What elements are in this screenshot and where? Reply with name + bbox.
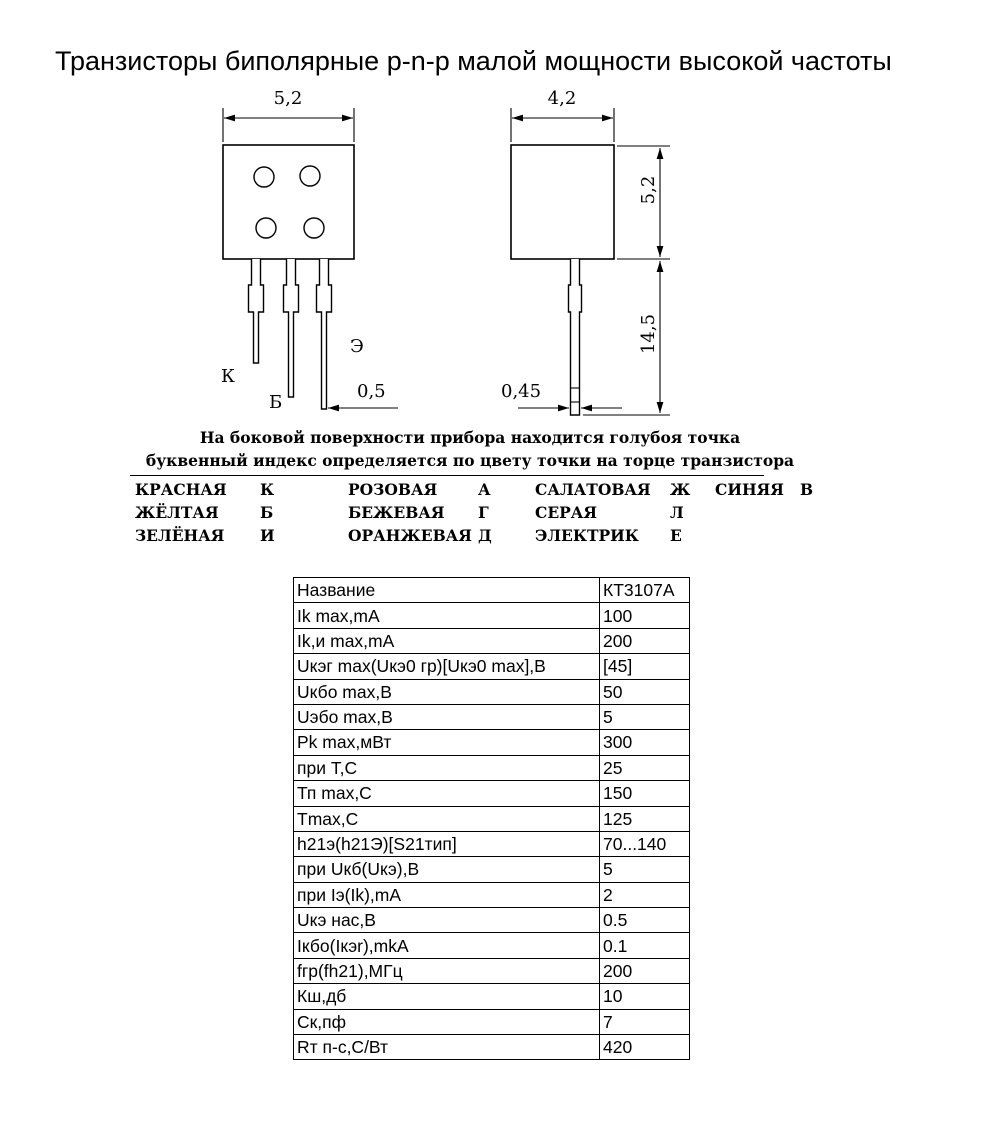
table-row <box>294 984 690 1009</box>
param-name: при Uкб(Uкэ),В <box>294 857 600 882</box>
param-name: Название <box>294 578 600 603</box>
param-name: Uкэ нас,В <box>294 908 600 933</box>
emitter-lead <box>317 259 332 409</box>
param-name: Uэбо max,В <box>294 704 600 729</box>
dim-side-lead-width-label: 0,45 <box>501 381 542 402</box>
table-row <box>294 908 690 933</box>
param-value: [45] <box>600 654 690 679</box>
color-letter: К <box>260 480 275 499</box>
dim-front-width-label: 5,2 <box>273 88 303 109</box>
color-letter: Ж <box>670 480 691 499</box>
side-view <box>511 108 670 415</box>
table-row <box>294 730 690 755</box>
table-row <box>294 831 690 856</box>
table-row <box>294 654 690 679</box>
pin-label-collector: К <box>221 366 235 387</box>
color-name: ОРАНЖЕВАЯ <box>348 526 472 545</box>
pin-label-base: Б <box>269 392 283 413</box>
table-row <box>294 1035 690 1060</box>
color-letter: Д <box>478 526 492 545</box>
side-lead <box>569 259 582 415</box>
note-line-2: буквенный индекс определяется по цвету точки на торце транзистора <box>145 451 795 470</box>
parameters-table <box>293 577 690 1060</box>
color-letter: Е <box>670 526 682 545</box>
color-name: ЖЁЛТАЯ <box>135 503 219 522</box>
table-row <box>294 704 690 729</box>
dim-lead-length-label: 14,5 <box>638 313 659 355</box>
color-name: ЗЕЛЁНАЯ <box>135 526 225 545</box>
package-body-side <box>511 145 614 259</box>
param-name: Rт п-с,С/Вт <box>294 1035 600 1060</box>
param-value: КТ3107А <box>600 578 690 603</box>
color-name: ЭЛЕКТРИК <box>535 526 639 545</box>
table-row <box>294 781 690 806</box>
table-row <box>294 882 690 907</box>
param-name: при Iэ(Ik),mA <box>294 882 600 907</box>
param-name: Uкэг max(Uкэ0 гр)[Uкэ0 max],В <box>294 654 600 679</box>
table-row <box>294 933 690 958</box>
param-value: 200 <box>600 958 690 983</box>
param-value: 200 <box>600 628 690 653</box>
color-letter: А <box>478 480 491 499</box>
param-value: 125 <box>600 806 690 831</box>
params-header-row <box>294 578 690 603</box>
table-row <box>294 628 690 653</box>
param-value: 70...140 <box>600 831 690 856</box>
param-name: Uкбо max,В <box>294 679 600 704</box>
color-name: БЕЖЕВАЯ <box>348 503 445 522</box>
param-value: 5 <box>600 857 690 882</box>
color-name: КРАСНАЯ <box>135 480 227 499</box>
param-name: Pk max,мВт <box>294 730 600 755</box>
param-name: fгр(fh21),МГц <box>294 958 600 983</box>
color-name: РОЗОВАЯ <box>348 480 438 499</box>
param-value: 7 <box>600 1009 690 1034</box>
dim-side-width-label: 4,2 <box>547 88 577 109</box>
param-name: h21э(h21Э)[S21тип] <box>294 831 600 856</box>
table-row <box>294 755 690 780</box>
dim-body-height-label: 5,2 <box>638 175 659 205</box>
param-name: при Т,С <box>294 755 600 780</box>
dim-front-lead-width-label: 0,5 <box>357 381 386 402</box>
color-letter: Г <box>478 503 489 522</box>
package-body <box>223 145 354 259</box>
color-code-row <box>135 479 860 502</box>
param-name: Ik max,mA <box>294 603 600 628</box>
color-code-row <box>135 525 860 548</box>
param-name: Ск,пф <box>294 1009 600 1034</box>
pin-label-emitter: Э <box>350 336 364 357</box>
divider-line <box>130 475 764 476</box>
param-value: 300 <box>600 730 690 755</box>
param-value: 10 <box>600 984 690 1009</box>
color-letter: В <box>800 480 814 499</box>
param-name: Tmax,С <box>294 806 600 831</box>
param-value: 100 <box>600 603 690 628</box>
color-dot-note <box>130 426 810 472</box>
param-value: 0.1 <box>600 933 690 958</box>
color-name: СИНЯЯ <box>715 480 784 499</box>
collector-lead <box>249 259 264 363</box>
color-letter: Л <box>670 503 684 522</box>
param-value: 150 <box>600 781 690 806</box>
table-row <box>294 958 690 983</box>
table-row <box>294 806 690 831</box>
param-name: Тп max,С <box>294 781 600 806</box>
color-letter: Б <box>260 503 274 522</box>
table-row <box>294 679 690 704</box>
color-code-table <box>135 479 860 548</box>
front-view <box>223 108 398 409</box>
page-title: Транзисторы биполярные p-n-p малой мощности высокой частоты <box>55 46 892 77</box>
color-name: СЕРАЯ <box>535 503 598 522</box>
table-row <box>294 857 690 882</box>
param-value: 2 <box>600 882 690 907</box>
color-name: САЛАТОВАЯ <box>535 480 651 499</box>
package-drawing <box>0 85 1000 430</box>
table-row <box>294 603 690 628</box>
param-value: 420 <box>600 1035 690 1060</box>
param-name: Кш,дб <box>294 984 600 1009</box>
param-value: 5 <box>600 704 690 729</box>
param-value: 0.5 <box>600 908 690 933</box>
color-letter: И <box>260 526 275 545</box>
table-row <box>294 1009 690 1034</box>
param-value: 25 <box>600 755 690 780</box>
param-name: Iкбо(Iкэr),mkA <box>294 933 600 958</box>
param-name: Ik,и max,mA <box>294 628 600 653</box>
note-line-1: На боковой поверхности прибора находится голубоя точка <box>199 428 741 447</box>
param-value: 50 <box>600 679 690 704</box>
base-lead <box>284 259 299 397</box>
color-code-row <box>135 502 860 525</box>
